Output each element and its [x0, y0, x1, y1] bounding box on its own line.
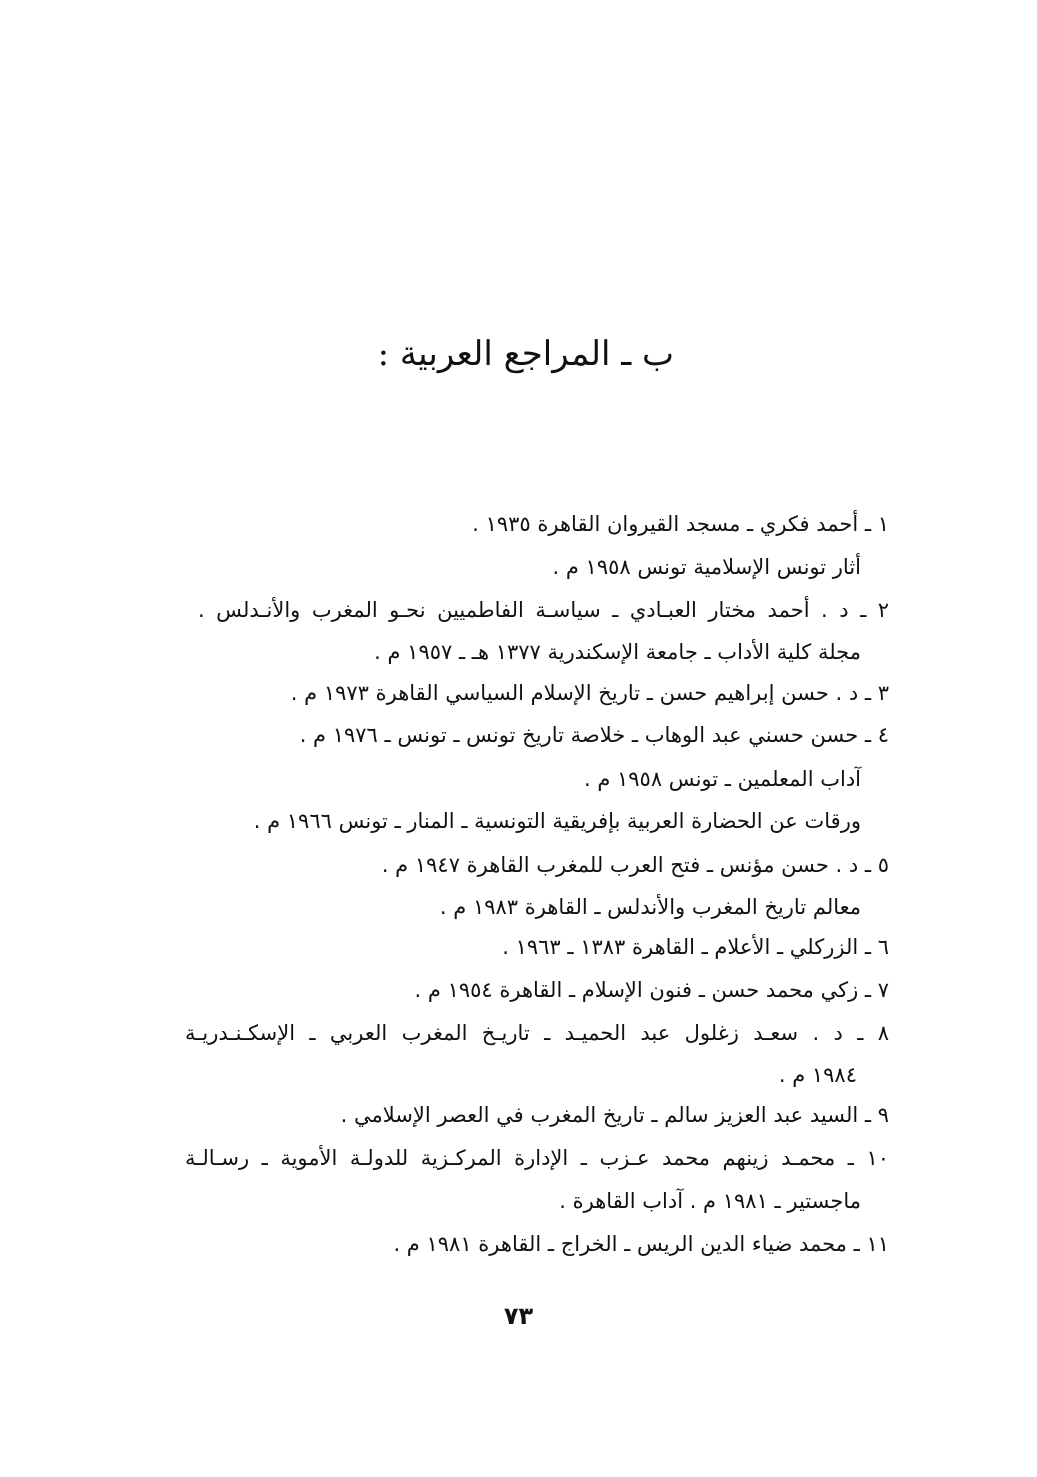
reference-line: آداب المعلمين ـ تونس ١٩٥٨ م .	[583, 767, 861, 791]
reference-line: ١١ ـ محمد ضياء الدين الريس ـ الخراج ـ القاهرة ١٩٨١ م .	[393, 1232, 889, 1256]
reference-line: ١٠ ـ محمـد زينهم محمد عـزب ـ الإدارة المركـزية للدولـة الأموية ـ رسـالـة	[185, 1146, 889, 1170]
reference-line: أثار تونس الإسلامية تونس ١٩٥٨ م .	[552, 555, 861, 579]
reference-line: ٧ ـ زكي محمد حسن ـ فنون الإسلام ـ القاهرة ١٩٥٤ م .	[414, 978, 889, 1002]
reference-line: ١ ـ أحمد فكري ـ مسجد القيروان القاهرة ١٩٣٥ .	[472, 512, 889, 536]
reference-line: ١٩٨٤ م .	[778, 1063, 857, 1087]
section-heading: ب ـ المراجع العربية :	[377, 334, 674, 374]
reference-line: ٨ ـ د . سعـد زغلول عبد الحميـد ـ تاريـخ المغرب العربي ـ الإسكـنـدريـة	[185, 1021, 889, 1045]
reference-line: ماجستير ـ ١٩٨١ م . آداب القاهرة .	[559, 1189, 861, 1213]
reference-line: مجلة كلية الأداب ـ جامعة الإسكندرية ١٣٧٧ هـ ـ ١٩٥٧ م .	[374, 640, 861, 664]
reference-line: ٦ ـ الزركلي ـ الأعلام ـ القاهرة ١٣٨٣ ـ ١٩٦٣ .	[502, 935, 889, 959]
reference-line: ٣ ـ د . حسن إبراهيم حسن ـ تاريخ الإسلام السياسي القاهرة ١٩٧٣ م .	[290, 681, 889, 705]
reference-line: ٤ ـ حسن حسني عبد الوهاب ـ خلاصة تاريخ تونس ـ تونس ـ ١٩٧٦ م .	[299, 723, 889, 747]
page-number: ٧٣	[503, 1302, 534, 1330]
reference-line: ٩ ـ السيد عبد العزيز سالم ـ تاريخ المغرب في العصر الإسلامي .	[340, 1103, 889, 1127]
reference-line: معالم تاريخ المغرب والأندلس ـ القاهرة ١٩٨٣ م .	[439, 895, 861, 919]
reference-line: ورقات عن الحضارة العربية بإفريقية التونسية ـ المنار ـ تونس ١٩٦٦ م .	[253, 809, 861, 833]
reference-line: ٥ ـ د . حسن مؤنس ـ فتح العرب للمغرب القاهرة ١٩٤٧ م .	[381, 853, 889, 877]
reference-line: ٢ ـ د . أحمد مختار العبـادي ـ سياسـة الفاطميين نحـو المغرب والأنـدلس .	[198, 598, 889, 622]
